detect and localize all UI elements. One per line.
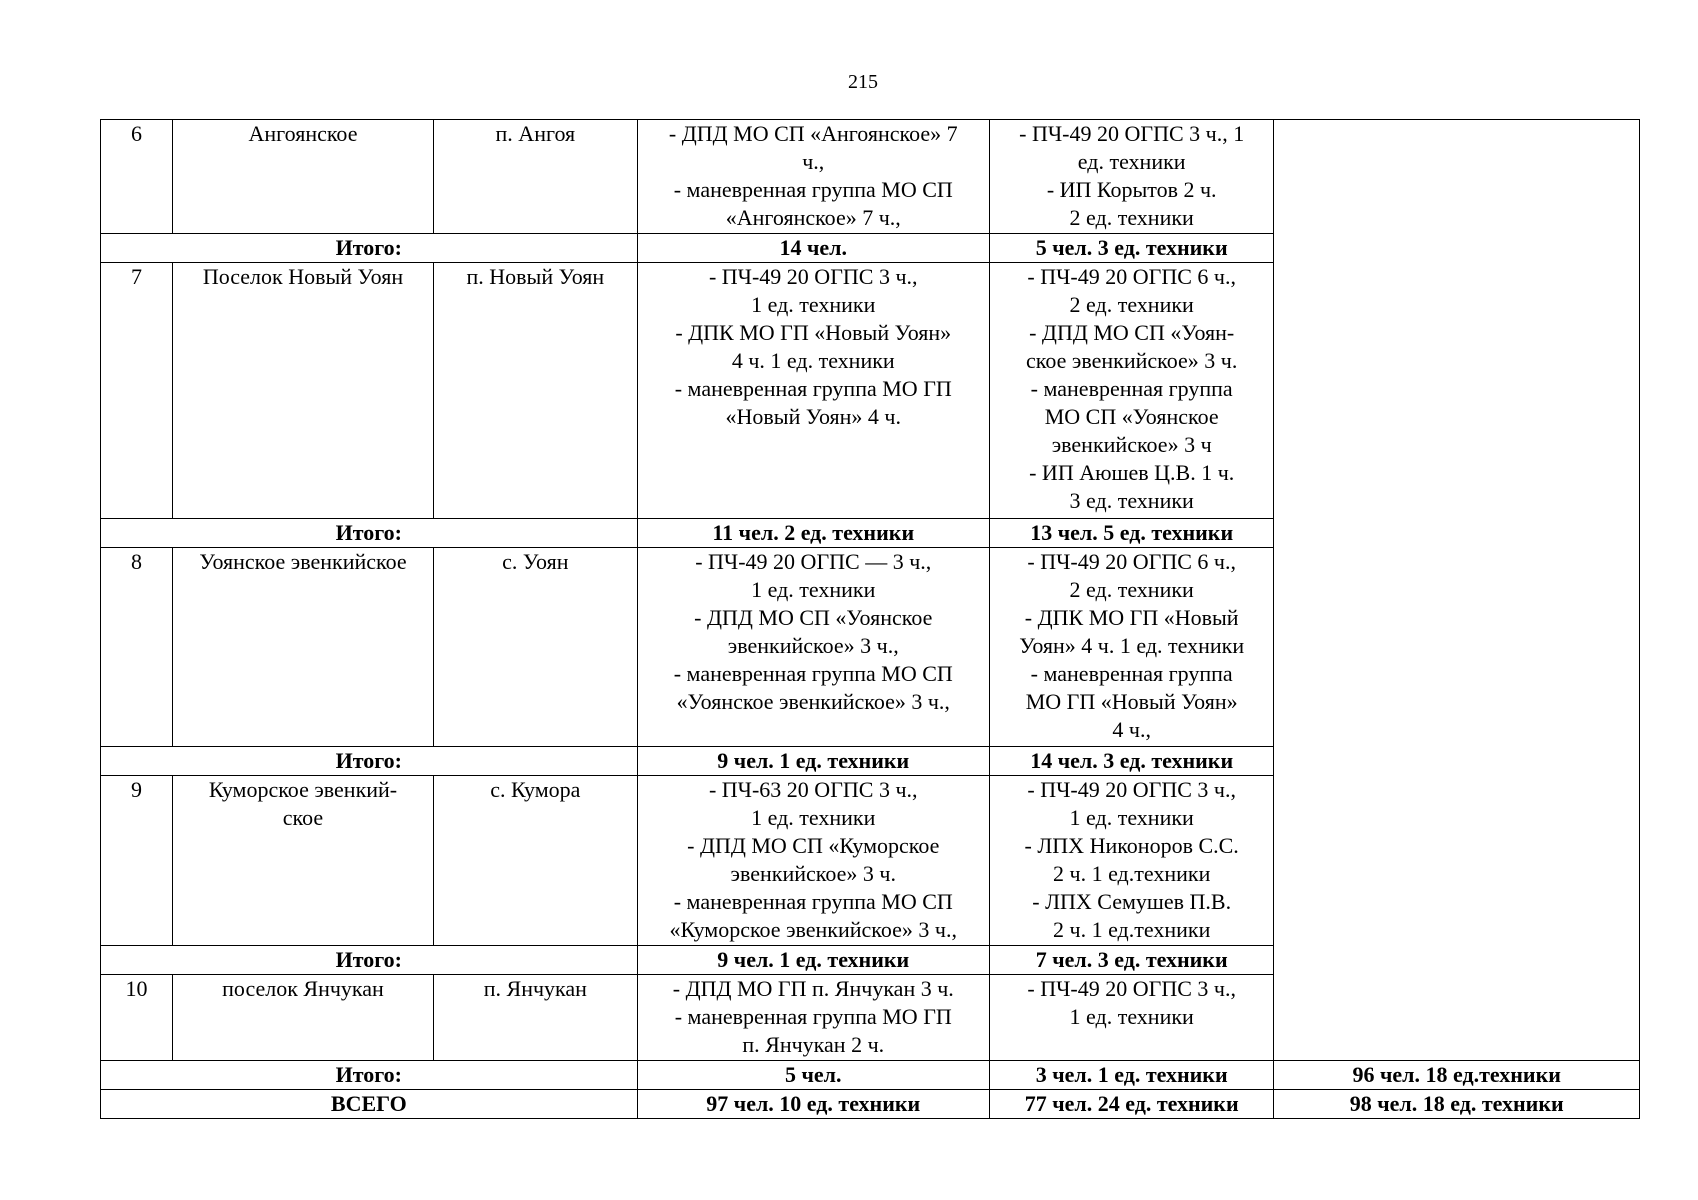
cell-line: - маневренная группа xyxy=(1030,376,1233,401)
cell-line: ед. техники xyxy=(1077,149,1186,174)
reserve-forces-cell xyxy=(989,975,1274,1061)
total-forces: 14 чел. xyxy=(637,234,989,263)
total-reserve: 14 чел. 3 ед. техники xyxy=(989,747,1274,776)
cell-line: - маневренная группа МО СП xyxy=(673,889,953,914)
cell-line: 2 ч. 1 ед.техники xyxy=(1053,917,1211,942)
total-label: Итого: xyxy=(101,1061,638,1090)
cell-line: 4 ч., xyxy=(1112,717,1151,742)
cell-line: 2 ч. 1 ед.техники xyxy=(1053,861,1211,886)
locality-name: п. Янчукан xyxy=(434,975,638,1061)
total-label: Итого: xyxy=(101,234,638,263)
cell-line: - ДПД МО СП «Уоян- xyxy=(1029,320,1235,345)
cell-line: 2 ед. техники xyxy=(1069,292,1194,317)
total-reserve: 3 чел. 1 ед. техники xyxy=(989,1061,1274,1090)
cell-line: п. Янчукан 2 ч. xyxy=(742,1032,885,1057)
cell-line: - ДПД МО СП «Ангоянское» 7 xyxy=(668,121,958,146)
cell-line: «Новый Уоян» 4 ч. xyxy=(725,404,901,429)
forces-cell xyxy=(637,263,989,519)
cell-line: МО ГП «Новый Уоян» xyxy=(1025,689,1238,714)
cell-line: - маневренная группа МО СП xyxy=(673,661,953,686)
additional-forces-cell xyxy=(1274,120,1640,1061)
cell-line: МО СП «Уоянское xyxy=(1044,404,1219,429)
total-forces: 11 чел. 2 ед. техники xyxy=(637,519,989,548)
settlement-name: поселок Янчукан xyxy=(172,975,433,1061)
cell-line: «Уоянское эвенкийское» 3 ч., xyxy=(676,689,950,714)
grand-total-reserve: 77 чел. 24 ед. техники xyxy=(989,1090,1274,1119)
cell-line: «Ангоянское» 7 ч., xyxy=(725,205,901,230)
row-number: 6 xyxy=(101,120,173,234)
cell-line: 1 ед. техники xyxy=(1069,1004,1194,1029)
cell-line: - ПЧ-49 20 ОГПС 6 ч., xyxy=(1027,549,1236,574)
cell-line: ское xyxy=(282,805,324,830)
table-row xyxy=(101,120,1640,234)
total-reserve: 7 чел. 3 ед. техники xyxy=(989,946,1274,975)
forces-cell xyxy=(637,548,989,747)
reserve-forces-cell xyxy=(989,548,1274,747)
total-label: Итого: xyxy=(101,519,638,548)
total-forces: 5 чел. xyxy=(637,1061,989,1090)
forces-cell xyxy=(637,776,989,946)
cell-line: - ДПД МО СП «Уоянское xyxy=(694,605,933,630)
cell-line: - ДПД МО СП «Куморское xyxy=(687,833,940,858)
grand-total-row xyxy=(101,1090,1640,1119)
cell-line: 1 ед. техники xyxy=(751,805,876,830)
cell-line: «Куморское эвенкийское» 3 ч., xyxy=(669,917,957,942)
cell-line: - ЛПХ Семушев П.В. xyxy=(1032,889,1232,914)
forces-cell xyxy=(637,120,989,234)
cell-line: - ПЧ-49 20 ОГПС — 3 ч., xyxy=(695,549,932,574)
cell-line: - ДПД МО ГП п. Янчукан 3 ч. xyxy=(672,976,954,1001)
cell-line: эвенкийское» 3 ч., xyxy=(727,633,899,658)
forces-cell xyxy=(637,975,989,1061)
settlement-name: Ангоянское xyxy=(172,120,433,234)
row-number: 10 xyxy=(101,975,173,1061)
cell-line: ское эвенкийское» 3 ч. xyxy=(1026,348,1238,373)
cell-line: эвенкийское» 3 ч. xyxy=(730,861,896,886)
cell-line: - маневренная группа МО ГП xyxy=(674,376,952,401)
row-number: 8 xyxy=(101,548,173,747)
page-number: 215 xyxy=(848,71,878,93)
cell-line: 4 ч. 1 ед. техники xyxy=(731,348,895,373)
total-reserve: 5 чел. 3 ед. техники xyxy=(989,234,1274,263)
cell-line: - ПЧ-49 20 ОГПС 3 ч., xyxy=(1027,777,1236,802)
row-number: 9 xyxy=(101,776,173,946)
resources-table xyxy=(100,119,1640,1119)
cell-line: 2 ед. техники xyxy=(1069,577,1194,602)
total-forces: 9 чел. 1 ед. техники xyxy=(637,747,989,776)
cell-line: ч., xyxy=(802,149,825,174)
total-additional: 96 чел. 18 ед.техники xyxy=(1274,1061,1640,1090)
cell-line: - ДПК МО ГП «Новый Уоян» xyxy=(675,320,952,345)
locality-name: с. Уоян xyxy=(434,548,638,747)
cell-line: - маневренная группа МО ГП xyxy=(674,1004,952,1029)
reserve-forces-cell xyxy=(989,776,1274,946)
total-row xyxy=(101,1061,1640,1090)
locality-name: п. Новый Уоян xyxy=(434,263,638,519)
cell-line: - ПЧ-49 20 ОГПС 3 ч., xyxy=(708,264,918,289)
grand-total-forces: 97 чел. 10 ед. техники xyxy=(637,1090,989,1119)
cell-line: - ПЧ-63 20 ОГПС 3 ч., xyxy=(708,777,918,802)
cell-line: - ПЧ-49 20 ОГПС 3 ч., 1 xyxy=(1019,121,1245,146)
cell-line: - ЛПХ Никоноров С.С. xyxy=(1024,833,1239,858)
total-label: Итого: xyxy=(101,946,638,975)
cell-line: - ПЧ-49 20 ОГПС 6 ч., xyxy=(1027,264,1236,289)
locality-name: с. Кумора xyxy=(434,776,638,946)
settlement-name xyxy=(172,776,433,946)
cell-line: эвенкийское» 3 ч xyxy=(1051,432,1212,457)
settlement-name: Поселок Новый Уоян xyxy=(172,263,433,519)
cell-line: 1 ед. техники xyxy=(1069,805,1194,830)
total-label: Итого: xyxy=(101,747,638,776)
settlement-name: Уоянское эвенкийское xyxy=(172,548,433,747)
grand-total-additional: 98 чел. 18 ед. техники xyxy=(1274,1090,1640,1119)
total-reserve: 13 чел. 5 ед. техники xyxy=(989,519,1274,548)
total-forces: 9 чел. 1 ед. техники xyxy=(637,946,989,975)
cell-line: - ДПК МО ГП «Новый xyxy=(1024,605,1239,630)
reserve-forces-cell xyxy=(989,120,1274,234)
cell-line: Уоян» 4 ч. 1 ед. техники xyxy=(1019,633,1245,658)
cell-line: - маневренная группа МО СП xyxy=(673,177,953,202)
cell-line: - ПЧ-49 20 ОГПС 3 ч., xyxy=(1027,976,1236,1001)
reserve-forces-cell xyxy=(989,263,1274,519)
grand-total-label: ВСЕГО xyxy=(101,1090,638,1119)
cell-line: 3 ед. техники xyxy=(1069,488,1194,513)
cell-line: - маневренная группа xyxy=(1030,661,1233,686)
cell-line: 2 ед. техники xyxy=(1069,205,1194,230)
locality-name: п. Ангоя xyxy=(434,120,638,234)
row-number: 7 xyxy=(101,263,173,519)
cell-line: 1 ед. техники xyxy=(751,292,876,317)
cell-line: - ИП Аюшев Ц.В. 1 ч. xyxy=(1029,460,1235,485)
cell-line: - ИП Корытов 2 ч. xyxy=(1046,177,1217,202)
cell-line: 1 ед. техники xyxy=(751,577,876,602)
cell-line: Куморское эвенкий- xyxy=(208,777,398,802)
